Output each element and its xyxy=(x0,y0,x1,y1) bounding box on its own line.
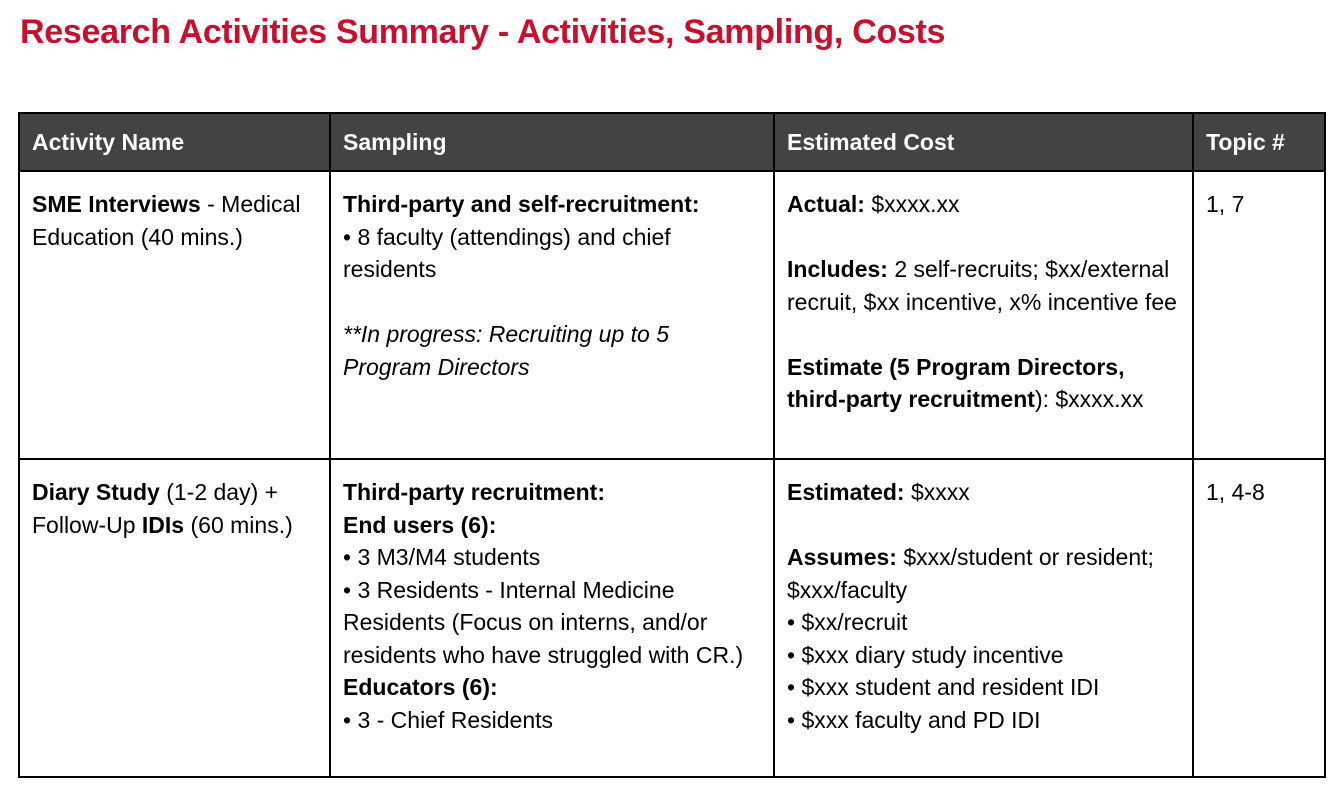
cost-label: Estimated: xyxy=(787,479,905,505)
column-header-activity: Activity Name xyxy=(19,113,330,171)
cost-cell xyxy=(774,459,1193,777)
sampling-item: • 3 Residents - Internal Medicine Residents (Focus on interns, and/or residents who have struggled with CR.) xyxy=(343,576,744,668)
table-header-row xyxy=(19,113,1325,171)
activity-name: IDIs xyxy=(141,511,185,538)
cost-value: $xxx/student or resident; $xxx/faculty xyxy=(787,544,1154,603)
table-row xyxy=(19,459,1325,777)
column-header-topic: Topic # xyxy=(1193,113,1325,171)
sampling-subheading: End users (6): xyxy=(343,511,497,538)
sampling-heading: Third-party recruitment: xyxy=(343,479,605,505)
page-title: Research Activities Summary - Activities, Sampling, Costs xyxy=(20,13,946,51)
activity-cell xyxy=(19,459,330,777)
cost-item: • $xxx faculty and PD IDI xyxy=(787,706,1041,733)
activity-name: Diary Study xyxy=(32,479,160,505)
cost-value: $xxxx xyxy=(904,479,970,505)
column-header-cost: Estimated Cost xyxy=(774,113,1193,171)
cost-value: 2 self-recruits; $xx/external recruit, $xx incentive, x% incentive fee xyxy=(787,256,1177,315)
cost-item: • $xxx student and resident IDI xyxy=(787,674,1100,700)
sampling-cell xyxy=(330,459,774,777)
sampling-item: • 3 M3/M4 students xyxy=(343,544,541,570)
activities-table xyxy=(18,112,1326,778)
table-row xyxy=(19,171,1325,459)
topic-cell: 1, 7 xyxy=(1193,171,1325,459)
cost-label: Actual: xyxy=(787,191,865,217)
cost-item: • $xx/recruit xyxy=(787,609,908,635)
activity-detail: (60 mins.) xyxy=(184,511,293,538)
cost-label: Includes: xyxy=(787,256,888,282)
sampling-cell xyxy=(330,171,774,459)
topic-cell: 1, 4-8 xyxy=(1193,459,1325,777)
column-header-sampling: Sampling xyxy=(330,113,774,171)
activity-detail: - Medical Education (40 mins.) xyxy=(32,191,301,250)
cost-value: ): $xxxx.xx xyxy=(1034,386,1144,412)
sampling-heading: Third-party and self-recruitment: xyxy=(343,191,700,217)
activity-name: SME Interviews xyxy=(32,191,201,217)
cost-label: Estimate (5 Program Directors, third-party recruitment xyxy=(787,353,1125,412)
cost-item: • $xxx diary study incentive xyxy=(787,641,1064,668)
cost-cell xyxy=(774,171,1193,459)
cost-label: Assumes: xyxy=(787,544,897,570)
cost-value: $xxxx.xx xyxy=(864,191,960,217)
activity-cell xyxy=(19,171,330,459)
activity-detail: (1-2 day) + Follow-Up xyxy=(32,479,279,538)
sampling-subheading: Educators (6): xyxy=(343,674,498,700)
sampling-item: • 3 - Chief Residents xyxy=(343,706,554,733)
sampling-note: **In progress: Recruiting up to 5 Program Directors xyxy=(343,321,670,380)
sampling-item: • 8 faculty (attendings) and chief residents xyxy=(343,223,671,282)
